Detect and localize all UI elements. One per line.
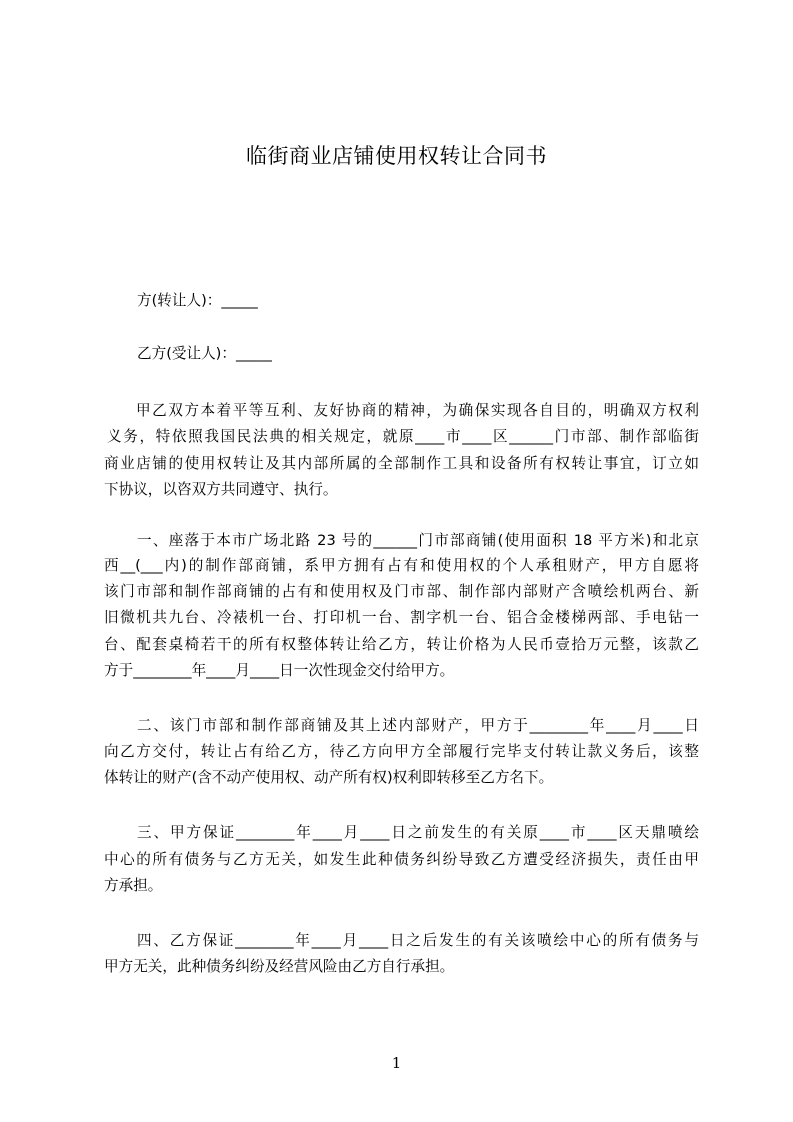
preamble-line: 义务，特依照我国民法典的相关规定，就原____市____区______门市部、制作部临街 xyxy=(107,428,699,445)
party-a-line: 方(转让人)：_____ xyxy=(137,292,258,309)
document-title: 临街商业店铺使用权转让合同书 xyxy=(246,144,547,168)
clause-4-line: 四、乙方保证________年____月____日之后发生的有关该喷绘中心的所有债务与 xyxy=(137,932,699,949)
clause-3-line: 方承担。 xyxy=(104,877,163,894)
party-b-line: 乙方(受让人)：_____ xyxy=(137,345,273,362)
clause-1-line: 旧微机共九台、冷裱机一台、打印机一台、割字机一台、铝合金楼梯两部、手电钻一 xyxy=(104,609,699,626)
clause-1-line: 该门市部和制作部商铺的占有和使用权及门市部、制作部内部财产含喷绘机两台、新 xyxy=(104,583,699,600)
clause-1-line: 一、座落于本市广场北路 23 号的______门市部商铺(使用面积 18 平方米)和北京 xyxy=(137,532,699,549)
clause-2-line: 二、该门市部和制作部商铺及其上述内部财产，甲方于________年____月____日 xyxy=(137,717,699,734)
clause-1-line: 台、配套桌椅若干的所有权整体转让给乙方，转让价格为人民币壹拾万元整，该款乙 xyxy=(104,636,699,653)
clause-2-line: 体转让的财产(含不动产使用权、动产所有权)权利即转移至乙方名下。 xyxy=(104,769,554,786)
clause-1-line: 西__(___内)的制作部商铺，系甲方拥有占有和使用权的个人承租财产，甲方自愿将 xyxy=(104,557,699,574)
clause-3-line: 三、甲方保证________年____月____日之前发生的有关原____市____区天鼎喷绘 xyxy=(137,824,699,841)
preamble-line: 下协议，以咨双方共同遵守、执行。 xyxy=(104,481,338,498)
preamble-line: 商业店铺的使用权转让及其内部所属的全部制作工具和设备所有权转让事宜，订立如 xyxy=(104,455,699,472)
clause-3-line: 中心的所有债务与乙方无关，如发生此种债务纠纷导致乙方遭受经济损失，责任由甲 xyxy=(104,851,699,868)
page-number: 1 xyxy=(391,1054,402,1072)
preamble-line: 甲乙双方本着平等互利、友好协商的精神，为确保实现各自目的，明确双方权利 xyxy=(136,402,699,419)
clause-1-line: 方于________年____月____日一次性现金交付给甲方。 xyxy=(104,662,455,679)
clause-4-line: 甲方无关，此种债务纠纷及经营风险由乙方自行承担。 xyxy=(104,958,455,975)
clause-2-line: 向乙方交付，转让占有给乙方，待乙方向甲方全部履行完毕支付转让款义务后，该整 xyxy=(104,743,699,760)
